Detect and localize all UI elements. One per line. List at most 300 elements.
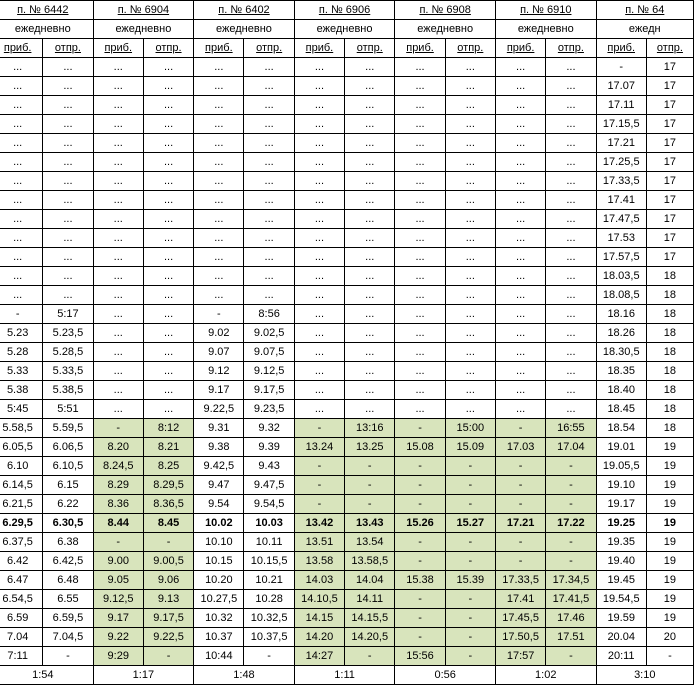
time-cell: ... (445, 400, 495, 419)
time-cell: 6.37,5 (0, 533, 43, 552)
table-row (0, 533, 694, 552)
time-cell: ... (445, 324, 495, 343)
time-cell: 17.51 (546, 628, 596, 647)
time-cell: ... (244, 172, 294, 191)
time-cell: 18 (646, 267, 693, 286)
time-cell: ... (143, 324, 193, 343)
time-cell: ... (495, 286, 545, 305)
time-cell: ... (294, 248, 344, 267)
time-cell: 6.14,5 (0, 476, 43, 495)
arrival-label: приб. (194, 39, 244, 58)
time-cell: ... (445, 229, 495, 248)
time-cell: ... (345, 248, 395, 267)
time-cell: 17 (646, 172, 693, 191)
table-row (0, 96, 694, 115)
time-cell: ... (345, 153, 395, 172)
time-cell: 10:44 (194, 647, 244, 666)
time-cell: ... (495, 172, 545, 191)
time-cell: - (495, 533, 545, 552)
time-cell: 13.54 (345, 533, 395, 552)
time-cell: 7:11 (0, 647, 43, 666)
time-cell: 19 (646, 457, 693, 476)
time-cell: ... (294, 153, 344, 172)
travel-duration: 3:10 (596, 666, 693, 685)
time-cell: ... (93, 77, 143, 96)
arrival-label: приб. (93, 39, 143, 58)
time-cell: 17 (646, 248, 693, 267)
time-cell: ... (194, 77, 244, 96)
time-cell: 6.54,5 (0, 590, 43, 609)
time-cell: ... (445, 381, 495, 400)
time-cell: ... (93, 134, 143, 153)
time-cell: - (93, 419, 143, 438)
time-cell: ... (143, 267, 193, 286)
time-cell: - (244, 647, 294, 666)
time-cell: ... (495, 96, 545, 115)
time-cell: ... (395, 343, 445, 362)
time-cell: 8.24,5 (93, 457, 143, 476)
time-cell: 9.07,5 (244, 343, 294, 362)
time-cell: ... (43, 172, 93, 191)
time-cell: ... (0, 267, 43, 286)
time-cell: 9.23,5 (244, 400, 294, 419)
departure-label: отпр. (646, 39, 693, 58)
time-cell: - (395, 419, 445, 438)
time-cell: ... (194, 267, 244, 286)
time-cell: 19.59 (596, 609, 646, 628)
time-cell: ... (93, 381, 143, 400)
time-cell: 10.28 (244, 590, 294, 609)
time-cell: 9.13 (143, 590, 193, 609)
arrival-label: приб. (495, 39, 545, 58)
time-cell: ... (495, 305, 545, 324)
time-cell: 19 (646, 514, 693, 533)
time-cell: ... (445, 191, 495, 210)
time-cell: ... (395, 286, 445, 305)
time-cell: 17.03 (495, 438, 545, 457)
time-cell: ... (93, 324, 143, 343)
time-cell: 8.29,5 (143, 476, 193, 495)
time-cell: 9.43 (244, 457, 294, 476)
departure-label: отпр. (445, 39, 495, 58)
time-cell: ... (395, 305, 445, 324)
time-cell: 17 (646, 96, 693, 115)
time-cell: 14.20,5 (345, 628, 395, 647)
time-cell: ... (294, 400, 344, 419)
time-cell: ... (395, 381, 445, 400)
time-cell: - (93, 533, 143, 552)
time-cell: 17 (646, 153, 693, 172)
time-cell: 9.22,5 (143, 628, 193, 647)
time-cell: ... (495, 153, 545, 172)
time-cell: ... (345, 58, 395, 77)
time-cell: 8.29 (93, 476, 143, 495)
time-cell: 8:56 (244, 305, 294, 324)
time-cell: ... (294, 58, 344, 77)
time-cell: 6.47 (0, 571, 43, 590)
time-cell: ... (395, 324, 445, 343)
time-cell: 19 (646, 552, 693, 571)
time-cell: ... (93, 305, 143, 324)
time-cell: ... (495, 191, 545, 210)
train-number: п. № 6908 (395, 1, 496, 20)
time-cell: ... (495, 324, 545, 343)
time-cell: ... (546, 191, 596, 210)
train-number: п. № 6442 (0, 1, 93, 20)
time-cell: ... (445, 58, 495, 77)
time-cell: ... (0, 96, 43, 115)
time-cell: 10.37 (194, 628, 244, 647)
table-row (0, 514, 694, 533)
time-cell: 19.17 (596, 495, 646, 514)
time-cell: 20:11 (596, 647, 646, 666)
time-cell: 18 (646, 400, 693, 419)
time-cell: ... (445, 153, 495, 172)
time-cell: ... (495, 381, 545, 400)
time-cell: ... (143, 96, 193, 115)
time-cell: ... (143, 153, 193, 172)
time-cell: 19.10 (596, 476, 646, 495)
time-cell: - (495, 457, 545, 476)
arrival-label: приб. (395, 39, 445, 58)
time-cell: 18.26 (596, 324, 646, 343)
time-cell: 19.05,5 (596, 457, 646, 476)
time-cell: 17.33,5 (495, 571, 545, 590)
time-cell: ... (194, 172, 244, 191)
time-cell: 15.26 (395, 514, 445, 533)
time-cell: ... (294, 267, 344, 286)
travel-duration: 1:11 (294, 666, 395, 685)
table-row (0, 571, 694, 590)
time-cell: ... (546, 248, 596, 267)
time-cell: - (445, 590, 495, 609)
time-cell: 17.34,5 (546, 571, 596, 590)
time-cell: ... (194, 96, 244, 115)
train-number: п. № 6910 (495, 1, 596, 20)
time-cell: 13.25 (345, 438, 395, 457)
time-cell: ... (143, 286, 193, 305)
table-row (0, 248, 694, 267)
time-cell: - (445, 647, 495, 666)
time-cell: ... (395, 153, 445, 172)
time-cell: 5:51 (43, 400, 93, 419)
time-cell: 9.07 (194, 343, 244, 362)
time-cell: 10.27,5 (194, 590, 244, 609)
time-cell: - (345, 647, 395, 666)
arrival-label: приб. (294, 39, 344, 58)
time-cell: ... (194, 191, 244, 210)
train-schedule: ежедневно (495, 20, 596, 39)
time-cell: ... (194, 58, 244, 77)
time-cell: - (345, 476, 395, 495)
time-cell: 15.38 (395, 571, 445, 590)
time-cell: 10.03 (244, 514, 294, 533)
time-cell: 6.48 (43, 571, 93, 590)
time-cell: 5.23,5 (43, 324, 93, 343)
time-cell: ... (43, 267, 93, 286)
time-cell: 14:27 (294, 647, 344, 666)
train-schedule: ежедневно (0, 20, 93, 39)
departure-label: отпр. (244, 39, 294, 58)
time-cell: 17.47,5 (596, 210, 646, 229)
time-cell: ... (345, 96, 395, 115)
time-cell: 17.25,5 (596, 153, 646, 172)
time-cell: 14.20 (294, 628, 344, 647)
time-cell: 5.33,5 (43, 362, 93, 381)
time-cell: 17 (646, 134, 693, 153)
table-row (0, 590, 694, 609)
time-cell: ... (395, 267, 445, 286)
time-cell: ... (395, 362, 445, 381)
time-cell: 17.46 (546, 609, 596, 628)
time-cell: 18 (646, 419, 693, 438)
time-cell: 5.58,5 (0, 419, 43, 438)
schedule-row (0, 20, 694, 39)
time-cell: 18.54 (596, 419, 646, 438)
time-cell: ... (143, 305, 193, 324)
time-cell: ... (244, 267, 294, 286)
time-cell: ... (244, 248, 294, 267)
time-cell: 7.04,5 (43, 628, 93, 647)
time-cell: 10.02 (194, 514, 244, 533)
time-cell: 9.17,5 (244, 381, 294, 400)
time-cell: ... (395, 58, 445, 77)
time-cell: - (294, 457, 344, 476)
time-cell: 10.32,5 (244, 609, 294, 628)
time-cell: 19 (646, 438, 693, 457)
time-cell: 8.20 (93, 438, 143, 457)
table-row (0, 115, 694, 134)
time-cell: 17 (646, 58, 693, 77)
time-cell: 18 (646, 362, 693, 381)
time-cell: - (495, 419, 545, 438)
time-cell: - (546, 476, 596, 495)
time-cell: 6.42,5 (43, 552, 93, 571)
table-row (0, 647, 694, 666)
table-row (0, 229, 694, 248)
time-cell: ... (445, 96, 495, 115)
time-cell: 17.11 (596, 96, 646, 115)
time-cell: ... (495, 134, 545, 153)
time-cell: 15.08 (395, 438, 445, 457)
time-cell: 6.22 (43, 495, 93, 514)
time-cell: ... (345, 172, 395, 191)
time-cell: ... (445, 248, 495, 267)
time-cell: ... (546, 115, 596, 134)
time-cell: 18 (646, 324, 693, 343)
time-cell: ... (445, 305, 495, 324)
table-row (0, 552, 694, 571)
time-cell: ... (495, 77, 545, 96)
departure-label: отпр. (43, 39, 93, 58)
time-cell: - (395, 457, 445, 476)
time-cell: 5.28,5 (43, 343, 93, 362)
time-cell: 6.10 (0, 457, 43, 476)
time-cell: ... (395, 77, 445, 96)
time-cell: 6.10,5 (43, 457, 93, 476)
time-cell: ... (143, 134, 193, 153)
time-cell: 17.41 (495, 590, 545, 609)
table-row (0, 419, 694, 438)
time-cell: ... (546, 229, 596, 248)
time-cell: - (445, 628, 495, 647)
time-cell: 9.39 (244, 438, 294, 457)
train-schedule: ежедневно (93, 20, 194, 39)
time-cell: ... (244, 77, 294, 96)
time-cell: ... (93, 286, 143, 305)
time-cell: 19.54,5 (596, 590, 646, 609)
time-cell: 9.54 (194, 495, 244, 514)
time-cell: 14.04 (345, 571, 395, 590)
time-cell: ... (43, 77, 93, 96)
time-cell: 17 (646, 77, 693, 96)
time-cell: - (43, 647, 93, 666)
time-cell: ... (93, 267, 143, 286)
table-row (0, 77, 694, 96)
time-cell: ... (194, 248, 244, 267)
time-cell: - (395, 552, 445, 571)
time-cell: 17.33,5 (596, 172, 646, 191)
time-cell: ... (495, 229, 545, 248)
time-cell: ... (345, 362, 395, 381)
time-cell: 9.32 (244, 419, 294, 438)
time-cell: ... (294, 77, 344, 96)
time-cell: 8.44 (93, 514, 143, 533)
time-cell: 8.25 (143, 457, 193, 476)
time-cell: 9.02 (194, 324, 244, 343)
time-cell: - (445, 495, 495, 514)
departure-label: отпр. (546, 39, 596, 58)
time-cell: 18.40 (596, 381, 646, 400)
time-cell: 17 (646, 210, 693, 229)
time-cell: ... (143, 58, 193, 77)
time-cell: - (345, 457, 395, 476)
time-cell: 5.28 (0, 343, 43, 362)
time-cell: 19 (646, 533, 693, 552)
time-cell: 13.51 (294, 533, 344, 552)
time-cell: ... (546, 305, 596, 324)
time-cell: 9.31 (194, 419, 244, 438)
time-cell: 9.47 (194, 476, 244, 495)
time-cell: ... (143, 229, 193, 248)
travel-duration: 1:17 (93, 666, 194, 685)
time-cell: 9.12,5 (244, 362, 294, 381)
time-cell: ... (395, 115, 445, 134)
time-cell: 9.42,5 (194, 457, 244, 476)
time-cell: ... (194, 115, 244, 134)
time-cell: 6.30,5 (43, 514, 93, 533)
time-cell: 10.11 (244, 533, 294, 552)
time-cell: 17.21 (596, 134, 646, 153)
time-cell: ... (93, 58, 143, 77)
table-row (0, 153, 694, 172)
time-cell: 5.38,5 (43, 381, 93, 400)
time-cell: 9.05 (93, 571, 143, 590)
time-cell: ... (495, 58, 545, 77)
time-cell: ... (495, 400, 545, 419)
time-cell: ... (0, 58, 43, 77)
time-cell: ... (345, 134, 395, 153)
table-row (0, 58, 694, 77)
time-cell: ... (445, 267, 495, 286)
time-cell: ... (294, 343, 344, 362)
time-cell: 19.25 (596, 514, 646, 533)
time-cell: ... (93, 115, 143, 134)
train-schedule: ежедневно (395, 20, 496, 39)
time-cell: ... (294, 172, 344, 191)
time-cell: ... (244, 229, 294, 248)
time-cell: ... (194, 229, 244, 248)
time-cell: ... (294, 305, 344, 324)
time-cell: 13.42 (294, 514, 344, 533)
time-cell: ... (345, 267, 395, 286)
time-cell: ... (0, 191, 43, 210)
time-cell: 18.30,5 (596, 343, 646, 362)
time-cell: ... (43, 115, 93, 134)
time-cell: 5.59,5 (43, 419, 93, 438)
time-cell: 9.12,5 (93, 590, 143, 609)
duration-row (0, 666, 694, 685)
time-cell: - (0, 305, 43, 324)
time-cell: ... (546, 134, 596, 153)
time-cell: 6.05,5 (0, 438, 43, 457)
time-cell: ... (445, 134, 495, 153)
time-cell: ... (93, 362, 143, 381)
time-cell: ... (143, 191, 193, 210)
time-cell: ... (294, 210, 344, 229)
time-cell: ... (43, 248, 93, 267)
time-cell: 14.15 (294, 609, 344, 628)
time-cell: ... (495, 343, 545, 362)
time-cell: 18.16 (596, 305, 646, 324)
time-cell: 20 (646, 628, 693, 647)
table-row (0, 324, 694, 343)
time-cell: ... (395, 248, 445, 267)
time-cell: 5.33 (0, 362, 43, 381)
time-cell: ... (93, 210, 143, 229)
time-cell: ... (345, 324, 395, 343)
time-cell: - (345, 495, 395, 514)
time-cell: 6.06,5 (43, 438, 93, 457)
train-number: п. № 6904 (93, 1, 194, 20)
time-cell: 13.43 (345, 514, 395, 533)
arrival-label: приб. (0, 39, 43, 58)
time-cell: 17.22 (546, 514, 596, 533)
time-cell: ... (93, 400, 143, 419)
time-cell: 9:29 (93, 647, 143, 666)
train-number: п. № 64 (596, 1, 693, 20)
time-cell: 19 (646, 495, 693, 514)
time-cell: ... (143, 172, 193, 191)
time-cell: ... (395, 229, 445, 248)
time-cell: - (395, 609, 445, 628)
time-cell: ... (43, 134, 93, 153)
time-cell: ... (244, 286, 294, 305)
time-cell: 18 (646, 381, 693, 400)
table-row (0, 267, 694, 286)
time-cell: ... (546, 286, 596, 305)
time-cell: ... (546, 362, 596, 381)
time-cell: ... (194, 153, 244, 172)
time-cell: 19 (646, 590, 693, 609)
time-cell: 10.32 (194, 609, 244, 628)
time-cell: 6.55 (43, 590, 93, 609)
time-cell: 19.35 (596, 533, 646, 552)
time-cell: 6.38 (43, 533, 93, 552)
time-cell: ... (546, 210, 596, 229)
time-cell: - (395, 628, 445, 647)
time-cell: ... (194, 286, 244, 305)
